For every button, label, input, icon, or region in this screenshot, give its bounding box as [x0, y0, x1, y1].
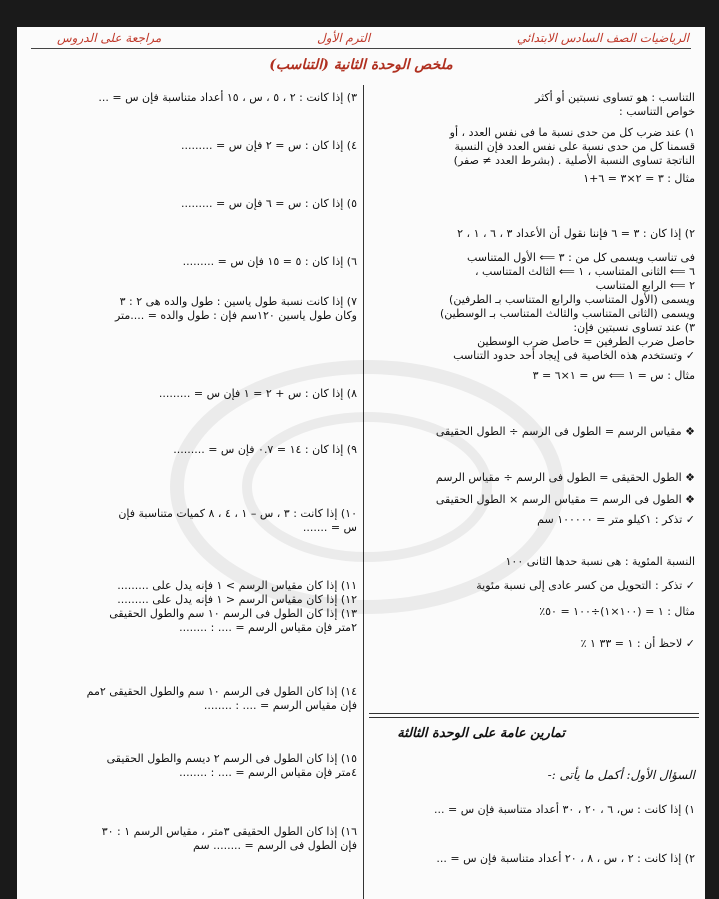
question-line-18: ٤متر فإن مقياس الرسم = .... : ........: [179, 766, 357, 779]
summary-line-6: مثال : ٣ = ٢×٣ = ٦+١: [583, 172, 695, 185]
summary-line-2: خواص التناسب :: [619, 105, 695, 118]
question-line-9: ١٠) إذا كانت : ٣ ، س – ١ ، ٤ ، ٨ كميات متناسبة فإن: [118, 507, 357, 520]
summary-line-15: ✓ وتستخدم هذه الخاصية فى إيجاد أحد حدود التناسب: [453, 349, 695, 362]
question-line-19: ١٦) إذا كان الطول الحقيقى ٣متر ، مقياس الرسم ١ : ٣٠: [101, 825, 357, 838]
exercise-title: تمارين عامة على الوحدة الثالثة: [397, 726, 565, 741]
exercise-question-1: السؤال الأول: أكمل ما يأتى :-: [547, 768, 695, 782]
question-line-10: س = .......: [302, 521, 357, 534]
question-line-13: ١٣) إذا كان الطول فى الرسم ١٠ سم والطول الحقيقى: [109, 607, 357, 620]
exercise-item-1: ١) إذا كانت : س، ٦ ، ٢٠ ، ٣٠ أعداد متناسبة فإن س = ...: [434, 803, 695, 816]
question-line-12: ١٢) إذا كان مقياس الرسم < ١ فإنه يدل على .........: [117, 593, 357, 606]
summary-line-11: ويسمى (الأول المتناسب والرابع المتناسب بـ الطرفين): [449, 293, 695, 306]
summary-line-18: ❖ الطول الحقيقى = الطول فى الرسم ÷ مقياس الرسم: [435, 471, 695, 484]
summary-line-9: ٦ ⟸ الثانى المتناسب ، ١ ⟸ الثالث المتناسب ،: [474, 265, 695, 278]
question-line-5: ٧) إذا كانت نسبة طول ياسين : طول والده هى ٢ : ٣: [119, 295, 357, 308]
section-divider-2: [369, 717, 699, 718]
question-line-14: ٢متر فإن مقياس الرسم = .... : ........: [179, 621, 357, 634]
summary-line-24: ✓ لاحظ أن : ١ = ٣٣ ١ ٪: [580, 637, 695, 650]
question-line-2: ٤) إذا كان : س = ٢ فإن س = .........: [181, 139, 357, 152]
summary-line-10: ٢ ⟸ الرابع المتناسب: [595, 279, 695, 292]
worksheet-page: [17, 27, 705, 899]
summary-line-19: ❖ الطول فى الرسم = مقياس الرسم × الطول الحقيقى: [435, 493, 695, 506]
header-term: الترم الأول: [317, 31, 371, 45]
summary-line-20: ✓ تذكر : ١كيلو متر = ١٠٠٠٠٠ سم: [537, 513, 695, 526]
page-title: ملخص الوحدة الثانية (التناسب): [269, 57, 453, 73]
question-line-6: وكان طول ياسين ١٢٠سم فإن : طول والده = ....متر: [114, 309, 357, 322]
summary-line-21: النسبة المئوية : هى نسبة حدها الثانى ١٠٠: [505, 555, 695, 568]
summary-line-7: ٢) إذا كان : ٣ = ٦ فإننا نقول أن الأعداد ٣ ، ٦ ، ١ ، ٢: [457, 227, 695, 240]
summary-line-13: ٣) عند تساوى نسبتين فإن:: [573, 321, 695, 334]
question-line-15: ١٤) إذا كان الطول فى الرسم ١٠ سم والطول الحقيقى ٢مم: [86, 685, 357, 698]
question-line-7: ٨) إذا كان : س + ٢ = ١ فإن س = .........: [158, 387, 357, 400]
question-line-17: ١٥) إذا كان الطول فى الرسم ٢ ديسم والطول الحقيقى: [106, 752, 357, 765]
summary-line-8: فى تناسب ويسمى كل من : ٣ ⟸ الأول المتناسب: [466, 251, 695, 264]
question-line-16: فإن مقياس الرسم = .... : ........: [203, 699, 357, 712]
summary-line-23: مثال : ١ = (١٠٠×١)÷١٠٠ = ٥٠٪: [539, 605, 695, 618]
question-line-3: ٥) إذا كان : س = ٦ فإن س = .........: [181, 197, 357, 210]
summary-line-17: ❖ مقياس الرسم = الطول فى الرسم ÷ الطول الحقيقى: [435, 425, 695, 438]
summary-line-22: ✓ تذكر : التحويل من كسر عادى إلى نسبة مئوية: [476, 579, 695, 592]
summary-line-14: حاصل ضرب الطرفين = حاصل ضرب الوسطين: [477, 335, 695, 348]
summary-line-5: الناتجة تساوى النسبة الأصلية . (بشرط العدد ≠ صفر): [453, 154, 695, 167]
question-line-4: ٦) إذا كان : ٥ = ١٥ فإن س = .........: [182, 255, 357, 268]
header-divider: [31, 48, 691, 49]
exercise-item-2: ٢) إذا كانت : ٢ ، س ، ٨ ، ٢٠ أعداد متناسبة فإن س = ...: [436, 852, 695, 865]
summary-line-1: التناسب : هو تساوى نسبتين أو أكثر: [535, 91, 695, 104]
section-divider-1: [369, 713, 699, 714]
question-line-1: ٣) إذا كانت : ٢ ، ٥ ، س ، ١٥ أعداد متناسبة فإن س = ...: [98, 91, 357, 104]
header-review: مراجعة على الدروس: [57, 31, 162, 45]
summary-line-4: قسمنا كل من حدى نسبة على نفس العدد فإن النسبة: [454, 140, 695, 153]
summary-line-16: مثال : س = ١ ⟸ س = ١×٦ = ٣: [532, 369, 695, 382]
summary-line-12: ويسمى (الثانى المتناسب والثالث المتناسب بـ الوسطين): [440, 307, 695, 320]
question-line-20: فإن الطول فى الرسم = ........ سم: [193, 839, 357, 852]
question-line-11: ١١) إذا كان مقياس الرسم > ١ فإنه يدل على .........: [117, 579, 357, 592]
header-subject: الرياضيات الصف السادس الابتدائي: [516, 31, 689, 45]
summary-line-3: ١) عند ضرب كل من حدى نسبة ما فى نفس العدد ، أو: [449, 126, 695, 139]
question-line-8: ٩) إذا كان : ١٤ = ٠.٧ فإن س = .........: [173, 443, 357, 456]
